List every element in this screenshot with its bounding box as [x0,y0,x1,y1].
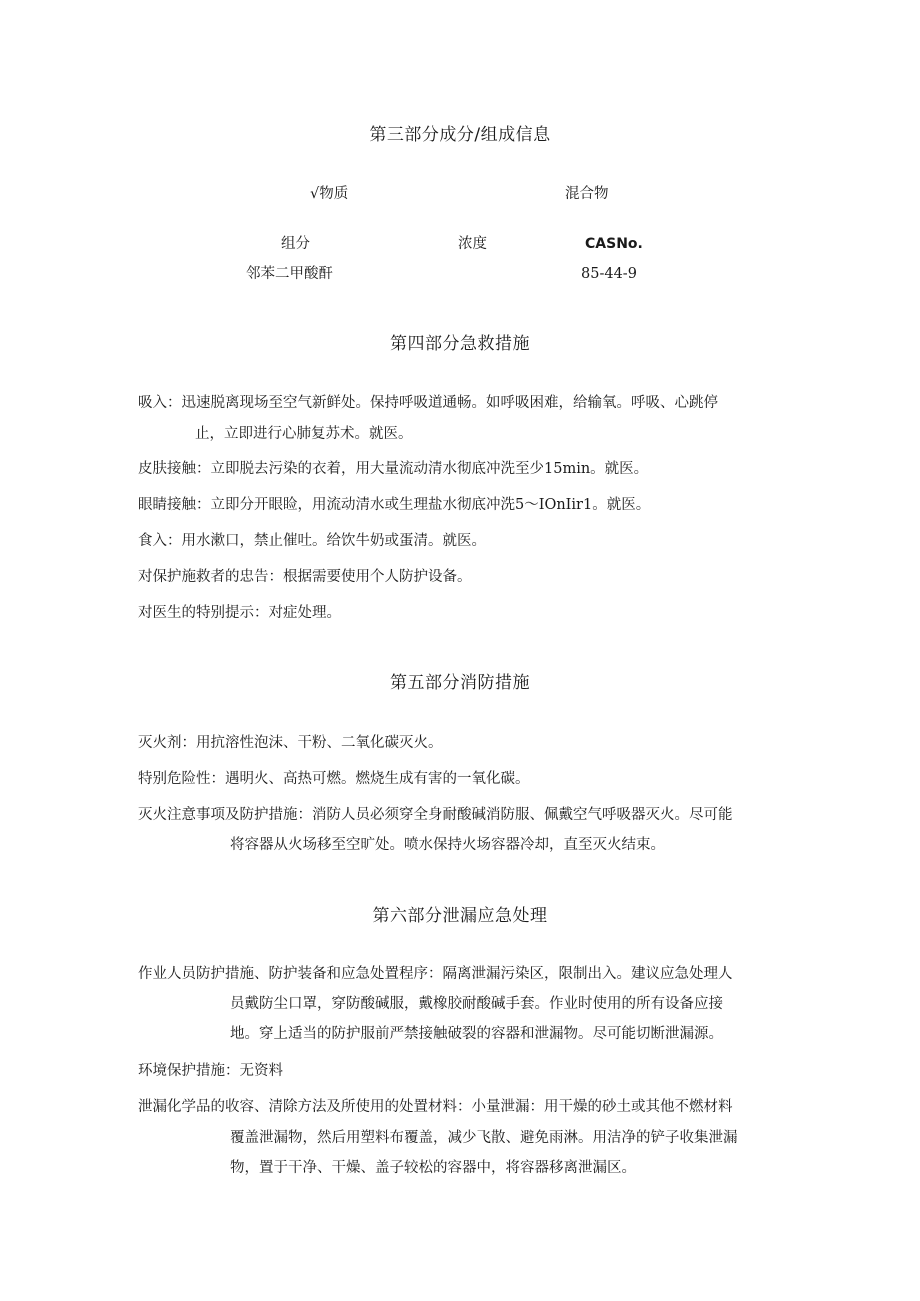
spill-containment-cont-2: 物，置于干净、干燥、盖子较松的容器中，将容器移离泄漏区。 [230,1160,636,1176]
table-header-component: 组分 [281,236,310,252]
part4-title: 第四部分急救措施 [390,334,530,354]
fire-precautions: 灭火注意事项及防护措施：消防人员必须穿全身耐酸碱消防服、佩戴空气呼吸器灭火。尽可能 [138,807,733,823]
spill-containment: 泄漏化学品的收容、清除方法及所使用的处置材料：小量泄漏：用干燥的砂土或其他不燃材料 [138,1099,733,1115]
first-aid-skin: 皮肤接触：立即脱去污染的衣着，用大量流动清水彻底冲洗至少15min。就医。 [138,461,649,477]
substance-option: √物质 [310,186,349,202]
spill-containment-cont-1: 覆盖泄漏物，然后用塑料布覆盖，减少飞散、避免雨淋。用洁净的铲子收集泄漏 [230,1130,738,1146]
first-aid-doctor-note: 对医生的特别提示：对症处理。 [138,605,341,621]
first-aid-inhalation-cont: 止，立即进行心肺复苏术。就医。 [195,426,413,442]
fire-special-hazard: 特别危险性：遇明火、高热可燃。燃烧生成有害的一氧化碳。 [138,771,530,787]
spill-personnel-protection-cont-1: 员戴防尘口罩，穿防酸碱服，戴橡胶耐酸碱手套。作业时使用的所有设备应接 [230,996,723,1012]
spill-personnel-protection: 作业人员防护措施、防护装备和应急处置程序：隔离泄漏污染区，限制出入。建议应急处理人 [138,966,733,982]
spill-environmental: 环境保护措施：无资料 [138,1063,283,1079]
mixture-option: 混合物 [565,186,609,202]
first-aid-inhalation: 吸入：迅速脱离现场至空气新鲜处。保持呼吸道通畅。如呼吸困难，给输氧。呼吸、心跳停 [138,395,718,411]
first-aid-eye: 眼睛接触：立即分开眼睑，用流动清水或生理盐水彻底冲洗5～IOnIir1。就医。 [138,497,651,513]
part5-title: 第五部分消防措施 [390,673,530,693]
table-header-cas: CASNo. [585,236,643,252]
first-aid-ingestion: 食入：用水漱口，禁止催吐。给饮牛奶或蛋清。就医。 [138,533,486,549]
first-aid-rescuer-advice: 对保护施救者的忠告：根据需要使用个人防护设备。 [138,569,472,585]
fire-extinguishing-agent: 灭火剂：用抗溶性泡沫、干粉、二氧化碳灭火。 [138,735,443,751]
spill-personnel-protection-cont-2: 地。穿上适当的防护服前严禁接触破裂的容器和泄漏物。尽可能切断泄漏源。 [230,1026,723,1042]
fire-precautions-cont: 将容器从火场移至空旷处。喷水保持火场容器冷却，直至灭火结束。 [230,837,665,853]
table-cell-cas: 85-44-9 [581,266,637,282]
table-header-concentration: 浓度 [458,236,487,252]
part6-title: 第六部分泄漏应急处理 [372,906,548,926]
part3-title: 第三部分成分/组成信息 [369,125,551,145]
table-cell-component: 邻苯二甲酸酐 [246,266,333,282]
